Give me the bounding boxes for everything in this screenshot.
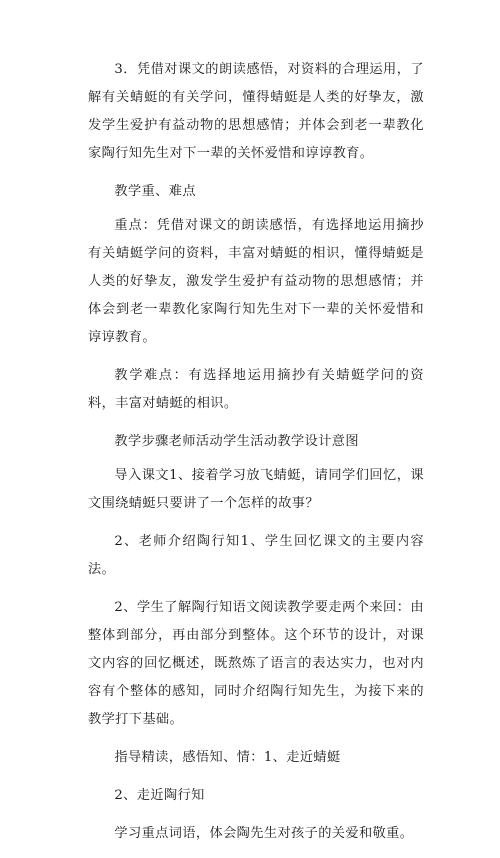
paragraph-objective-3: 3．凭借对课文的朗读感悟，对资料的合理运用，了解有关蜻蜓的有关学问，懂得蜻蜓是人类的好挚友，激发学生爱护有益动物的思想感情；并体会到老一辈教化家陶行知先生对下一辈的关怀爱惜和谆谆教育。 xyxy=(88,62,424,161)
paragraph-difficult-points: 教学难点：有选择地运用摘抄有关蜻蜓学问的资料，丰富对蜻蜓的相识。 xyxy=(88,368,424,411)
paragraph-design-intent: 2、学生了解陶行知语文阅读教学要走两个来回：由整体到部分，再由部分到整体。这个环节的设计，对课文内容的回忆概述，既熬炼了语言的表达实力，也对内容有个整体的感知，同时介绍陶行知先生，为接下来的教学打下基础。 xyxy=(88,600,424,727)
paragraph-key-words: 学习重点词语，体会陶先生对孩子的关爱和敬重。 xyxy=(114,826,414,841)
paragraph-teacher-intro: 2、老师介绍陶行知1、学生回忆课文的主要内容法。 xyxy=(88,534,424,577)
section-heading-key-points: 教学重、难点 xyxy=(114,184,196,199)
document-body xyxy=(88,56,424,858)
paragraph-guided-reading: 指导精读，感悟知、情：1、走近蜻蜓 xyxy=(114,750,341,765)
paragraph-approach-tao: 2、走近陶行知 xyxy=(114,788,205,803)
paragraph-introduction: 导入课文1、接着学习放飞蜻蜓，请同学们回忆，课文围绕蜻蜓只要讲了一个怎样的故事？ xyxy=(88,468,424,511)
paragraph-key-points: 重点：凭借对课文的朗读感悟，有选择地运用摘抄有关蜻蜓学问的资料，丰富对蜻蜓的相识，懂得蜻蜓是人类的好挚友，激发学生爱护有益动物的思想感情；并体会到老一辈教化家陶行知先生对下一辈的关怀爱惜和谆谆教育。 xyxy=(88,218,424,345)
section-heading-teaching-steps: 教学步骤老师活动学生活动教学设计意图 xyxy=(114,434,359,449)
